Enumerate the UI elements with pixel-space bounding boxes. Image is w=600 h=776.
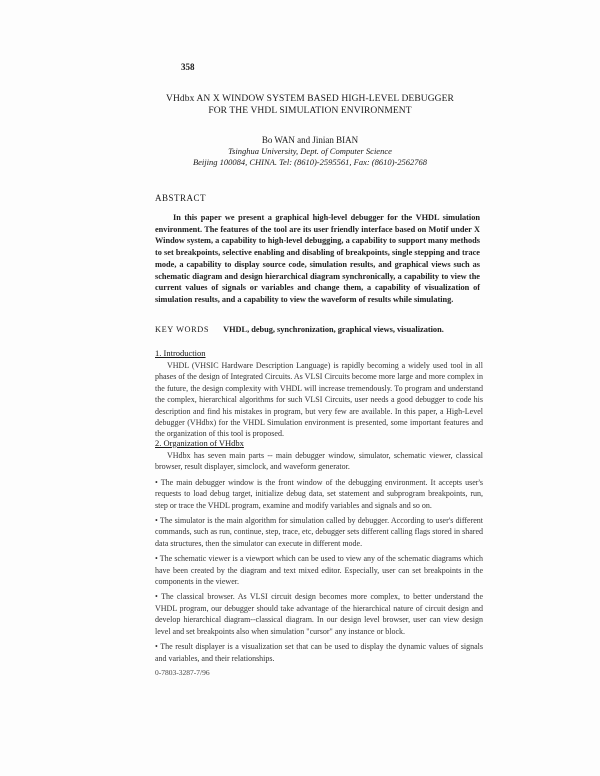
section-2-heading: 2. Organization of VHdbx xyxy=(155,438,244,448)
section-2-body xyxy=(155,450,483,668)
section-1-body xyxy=(155,360,483,444)
abstract-heading: ABSTRACT xyxy=(155,193,207,203)
footer-code: 0-7803-3287-7/96 xyxy=(155,668,210,677)
title-line-2: FOR THE VHDL SIMULATION ENVIRONMENT xyxy=(208,106,412,116)
bullet-main-window: • The main debugger window is the front window of the debugging environment. It accepts user's requests to load debug target, initialize debug data, set statement and subprogram breakpoints, run, step or trace the VHDL program, examine and modify variables and signals and so on. xyxy=(155,477,483,510)
keywords-text: VHDL, debug, synchronization, graphical views, visualization. xyxy=(223,325,444,334)
affiliation-line-1: Tsinghua University, Dept. of Computer Science xyxy=(228,146,392,156)
title-line-1: VHdbx AN X WINDOW SYSTEM BASED HIGH-LEVEL DEBUGGER xyxy=(166,94,454,104)
bullet-result-displayer: • The result displayer is a visualization set that can be used to display the dynamic values of signals and variables, and their relationships. xyxy=(155,642,483,663)
bullet-simulator: • The simulator is the main algorithm for simulation called by debugger. According to user's different commands, such as run, continue, step, trace, etc, debugger sets different calling flags stored in shared data structures, then the simulator can execute in different mode. xyxy=(155,516,483,548)
author-names: Bo WAN and Jinian BIAN xyxy=(261,135,359,145)
page-number: 358 xyxy=(181,62,195,72)
section-1-heading: 1. Introduction xyxy=(155,348,206,358)
section-1-text: VHDL (VHSIC Hardware Description Language) is rapidly becoming a widely used tool in all phases of the design of Integrated Circuits. As VLSI Circuits become more large and more complex in the future, the design complexity with VHDL will increase tremendously. To program and understand the complex, hierarchical algorithms for such VLSI Circuits, user needs a good debugger to code his description and find his mistakes in program, but very few are available. In this paper, a High-Level debugger (VHdbx) for the VHDL Simulation environment is presented, some important features and the organization of this tool is proposed. xyxy=(155,361,483,439)
abstract-body xyxy=(155,212,480,306)
author-block xyxy=(160,135,460,168)
abstract-text: In this paper we present a graphical high-level debugger for the VHDL simulation environment. The features of the tool are its user friendly interface based on Motif under X Window system, a capability to high-level debugging, a capability to support many methods to set breakpoints, selective enabling and disabling of breakpoints, single stepping and trace mode, a capability to display source code, simulation results, and graphical views such as schematic diagram and design hierarchical diagram synchronically, a capability to view the current values of signals or variables and change them, a capability of visualization of simulation results, and a capability to view the waveform of results while simulating. xyxy=(155,213,480,304)
bullet-classical-browser: • The classical browser. As VLSI circuit design becomes more complex, to better understand the VHDL program, our debugger should take advantage of the hierarchical nature of circuit design and develop hierarchical diagram--classical diagram. In our design level browser, user can view design level and set breakpoints also when simulation "cursor" any instance or block. xyxy=(155,592,483,636)
keywords-label: KEY WORDS xyxy=(155,325,210,334)
paper-title xyxy=(160,93,460,117)
keywords xyxy=(155,325,485,334)
bullet-schematic-viewer: • The schematic viewer is a viewport which can be used to view any of the schematic diagrams which have been created by the diagram and text mixed editor. Especially, user can set breakpoints in the components in the viewer. xyxy=(155,554,483,587)
affiliation-line-2: Beijing 100084, CHINA. Tel: (8610)-2595561, Fax: (8610)-2562768 xyxy=(192,157,428,167)
section-2-intro: VHdbx has seven main parts -- main debugger window, simulator, schematic viewer, classical browser, result displayer, simclock, and waveform generator. xyxy=(155,451,483,472)
